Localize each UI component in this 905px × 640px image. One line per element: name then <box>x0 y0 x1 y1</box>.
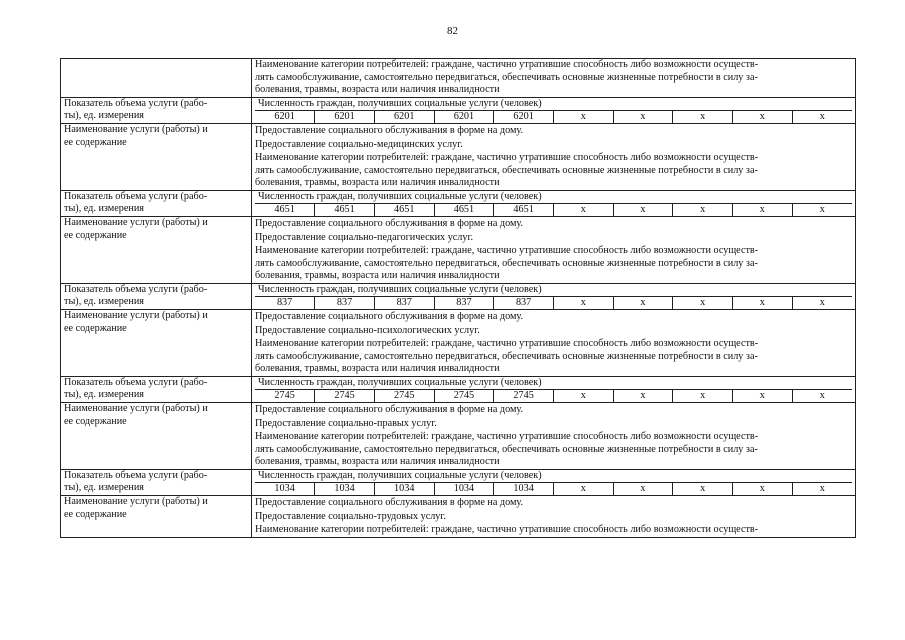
category-line: лять самообслуживание, самостоятельно передвигаться, обеспечивать основные жизненные потребности в силу за- <box>255 350 758 362</box>
indicator-label-line: Показатель объема услуги (рабо- <box>64 190 208 202</box>
category-line: Наименование категории потребителей: граждане, частично утратившие способность либо возможности осуществ- <box>255 524 759 535</box>
indicator-label-line: Показатель объема услуги (рабо- <box>64 376 208 388</box>
service-description-line: Предоставление социально-психологических услуг. <box>255 324 480 336</box>
value-cell: x <box>792 111 852 124</box>
category-line: болевания, травмы, возраста или наличия инвалидности <box>255 363 500 374</box>
page-number: 82 <box>447 25 458 37</box>
value-cell: x <box>613 111 673 124</box>
values-table <box>255 110 852 123</box>
value-cell: 837 <box>494 297 554 310</box>
indicator-row <box>61 469 856 496</box>
indicator-label-line: ты), ед. измерения <box>64 482 144 493</box>
category-line: болевания, травмы, возраста или наличия инвалидности <box>255 270 500 281</box>
service-label-line: Наименование услуги (работы) и <box>64 496 208 507</box>
service-content-cell <box>252 124 856 191</box>
indicator-title: Численность граждан, получивших социальные услуги (человек) <box>258 283 542 295</box>
value-cell: x <box>733 204 793 217</box>
service-content-cell <box>252 496 856 538</box>
category-line: Наименование категории потребителей: граждане, частично утратившие способность либо возможности осуществ- <box>255 431 759 442</box>
value-cell: 6201 <box>434 111 494 124</box>
service-row <box>61 310 856 377</box>
service-description-line: Предоставление социально-педагогических услуг. <box>255 231 474 243</box>
value-cell: x <box>792 390 852 403</box>
service-row <box>61 403 856 470</box>
value-cell: 4651 <box>494 204 554 217</box>
service-description-line: Предоставление социального обслуживания в форме на дому. <box>255 125 524 136</box>
indicator-label-line: ты), ед. измерения <box>64 296 144 307</box>
service-label-line: ее содержание <box>64 229 127 241</box>
category-line: Наименование категории потребителей: граждане, частично утратившие способность либо возможности осуществ- <box>255 152 759 163</box>
service-label-line: ее содержание <box>64 415 127 427</box>
value-cell: x <box>613 390 673 403</box>
value-cell: x <box>673 390 733 403</box>
value-cell: 6201 <box>315 111 375 124</box>
indicator-label-line: Показатель объема услуги (рабо- <box>64 469 208 481</box>
value-cell: 2745 <box>374 390 434 403</box>
values-table <box>255 203 852 216</box>
service-content-cell <box>252 310 856 377</box>
category-line: Наименование категории потребителей: граждане, частично утратившие способность либо возможности осуществ- <box>255 245 759 256</box>
category-line: Наименование категории потребителей: граждане, частично утратившие способность либо возможности осуществ- <box>255 59 759 70</box>
indicator-content-cell <box>252 469 856 496</box>
indicator-label-line: Показатель объема услуги (рабо- <box>64 97 208 109</box>
indicator-title: Численность граждан, получивших социальные услуги (человек) <box>258 469 542 481</box>
value-cell: x <box>553 483 613 496</box>
service-label-line: Наименование услуги (работы) и <box>64 124 208 135</box>
value-cell: x <box>792 483 852 496</box>
values-row <box>255 111 852 124</box>
indicator-title: Численность граждан, получивших социальные услуги (человек) <box>258 97 542 109</box>
value-cell: 837 <box>434 297 494 310</box>
indicator-row <box>61 97 856 124</box>
indicator-row <box>61 283 856 310</box>
value-cell: x <box>733 111 793 124</box>
service-description-line: Предоставление социального обслуживания в форме на дому. <box>255 497 524 508</box>
indicator-title: Численность граждан, получивших социальные услуги (человек) <box>258 376 542 388</box>
value-cell: 837 <box>374 297 434 310</box>
indicator-row <box>61 190 856 217</box>
value-cell: x <box>673 111 733 124</box>
category-line: болевания, травмы, возраста или наличия инвалидности <box>255 456 500 467</box>
value-cell: 2745 <box>434 390 494 403</box>
value-cell: x <box>792 297 852 310</box>
value-cell: x <box>673 204 733 217</box>
value-cell: 1034 <box>374 483 434 496</box>
service-label-line: Наименование услуги (работы) и <box>64 403 208 414</box>
value-cell: x <box>673 297 733 310</box>
service-row <box>61 496 856 538</box>
service-content-cell <box>252 217 856 284</box>
value-cell: 6201 <box>255 111 315 124</box>
indicator-row <box>61 376 856 403</box>
category-line: лять самообслуживание, самостоятельно передвигаться, обеспечивать основные жизненные потребности в силу за- <box>255 164 758 176</box>
category-row <box>61 59 856 98</box>
service-label-line: ее содержание <box>64 508 127 520</box>
service-label-cell <box>61 403 252 470</box>
indicator-label-cell <box>61 97 252 124</box>
service-row <box>61 217 856 284</box>
value-cell: x <box>613 297 673 310</box>
value-cell: x <box>553 204 613 217</box>
service-label-cell <box>61 124 252 191</box>
service-label-line: Наименование услуги (работы) и <box>64 310 208 321</box>
service-row <box>61 124 856 191</box>
value-cell: 1034 <box>494 483 554 496</box>
value-cell: 4651 <box>315 204 375 217</box>
service-label-cell <box>61 496 252 538</box>
service-description-line: Предоставление социально-трудовых услуг. <box>255 510 446 522</box>
indicator-label-line: ты), ед. измерения <box>64 389 144 400</box>
document-table <box>60 58 856 538</box>
value-cell: 2745 <box>315 390 375 403</box>
indicator-content-cell <box>252 376 856 403</box>
category-cell <box>252 59 856 98</box>
value-cell: 4651 <box>434 204 494 217</box>
values-row <box>255 204 852 217</box>
value-cell: x <box>613 483 673 496</box>
value-cell: x <box>733 483 793 496</box>
indicator-label-cell <box>61 190 252 217</box>
service-label-line: ее содержание <box>64 136 127 148</box>
value-cell: x <box>613 204 673 217</box>
service-description-line: Предоставление социального обслуживания в форме на дому. <box>255 218 524 229</box>
values-table <box>255 389 852 402</box>
category-line: болевания, травмы, возраста или наличия инвалидности <box>255 177 500 188</box>
value-cell: 4651 <box>255 204 315 217</box>
category-line: лять самообслуживание, самостоятельно передвигаться, обеспечивать основные жизненные потребности в силу за- <box>255 443 758 455</box>
value-cell: x <box>553 111 613 124</box>
service-label-line: Наименование услуги (работы) и <box>64 217 208 228</box>
indicator-label-cell <box>61 283 252 310</box>
values-row <box>255 297 852 310</box>
value-cell: 1034 <box>315 483 375 496</box>
category-line: лять самообслуживание, самостоятельно передвигаться, обеспечивать основные жизненные потребности в силу за- <box>255 71 758 83</box>
service-label-cell <box>61 217 252 284</box>
service-description-line: Предоставление социального обслуживания в форме на дому. <box>255 404 524 415</box>
value-cell: 837 <box>255 297 315 310</box>
category-line: болевания, травмы, возраста или наличия инвалидности <box>255 84 500 95</box>
value-cell: 4651 <box>374 204 434 217</box>
indicator-label-cell <box>61 469 252 496</box>
values-table <box>255 296 852 309</box>
values-row <box>255 390 852 403</box>
empty-label-cell <box>61 59 252 98</box>
indicator-content-cell <box>252 283 856 310</box>
category-line: лять самообслуживание, самостоятельно передвигаться, обеспечивать основные жизненные потребности в силу за- <box>255 257 758 269</box>
value-cell: x <box>792 204 852 217</box>
value-cell: x <box>553 390 613 403</box>
value-cell: 6201 <box>494 111 554 124</box>
value-cell: x <box>553 297 613 310</box>
value-cell: x <box>733 390 793 403</box>
service-description-line: Предоставление социально-правых услуг. <box>255 417 437 429</box>
value-cell: 1034 <box>255 483 315 496</box>
indicator-label-line: Показатель объема услуги (рабо- <box>64 283 208 295</box>
indicator-content-cell <box>252 97 856 124</box>
service-description-line: Предоставление социально-медицинских услуг. <box>255 138 463 150</box>
value-cell: 1034 <box>434 483 494 496</box>
values-table <box>255 482 852 495</box>
service-content-cell <box>252 403 856 470</box>
service-label-cell <box>61 310 252 377</box>
value-cell: x <box>673 483 733 496</box>
indicator-label-cell <box>61 376 252 403</box>
value-cell: 6201 <box>374 111 434 124</box>
values-row <box>255 483 852 496</box>
indicator-label-line: ты), ед. измерения <box>64 110 144 121</box>
indicator-title: Численность граждан, получивших социальные услуги (человек) <box>258 190 542 202</box>
value-cell: 837 <box>315 297 375 310</box>
value-cell: 2745 <box>255 390 315 403</box>
indicator-content-cell <box>252 190 856 217</box>
value-cell: 2745 <box>494 390 554 403</box>
category-line: Наименование категории потребителей: граждане, частично утратившие способность либо возможности осуществ- <box>255 338 759 349</box>
service-description-line: Предоставление социального обслуживания в форме на дому. <box>255 311 524 322</box>
indicator-label-line: ты), ед. измерения <box>64 203 144 214</box>
value-cell: x <box>733 297 793 310</box>
service-label-line: ее содержание <box>64 322 127 334</box>
